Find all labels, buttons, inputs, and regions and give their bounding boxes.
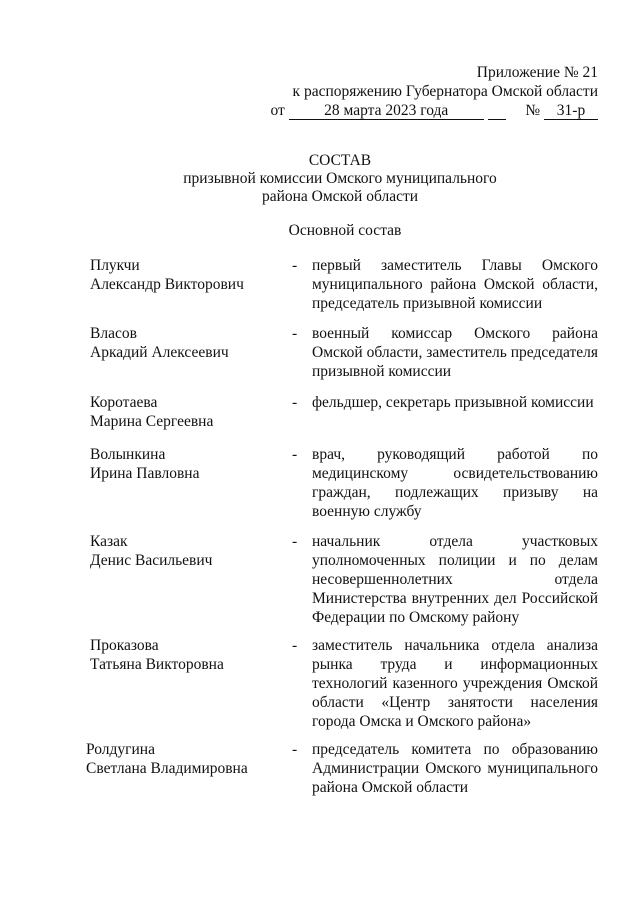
dash-separator: -	[292, 394, 298, 411]
order-reference: к распоряжению Губернатора Омской области	[292, 83, 598, 100]
member-role: начальник отдела участковых уполномоченных полиции и по делам несовершеннолетних отдела Министерства внутренних дел Российской Федерации по Омскому району	[312, 533, 598, 626]
member-role: заместитель начальника отдела анализа рынка труда и информационных технологий казенного учреждения Омской области «Центр занятости населения города Омска и Омского района»	[312, 637, 598, 730]
member-role: врач, руководящий работой по медицинскому освидетельствованию граждан, подлежащих призыву на военную службу	[312, 446, 598, 520]
member-role: военный комиссар Омского района Омской области, заместитель председателя призывной комиссии	[312, 325, 598, 380]
member-given-name: Ирина Павловна	[90, 465, 200, 482]
appendix-number: Приложение № 21	[476, 64, 598, 81]
dash-separator: -	[292, 533, 298, 550]
member-surname: Волынкина	[90, 446, 166, 463]
member-surname: Казак	[90, 533, 128, 550]
dash-separator: -	[292, 637, 298, 654]
dash-separator: -	[292, 446, 298, 463]
member-surname: Коротаева	[90, 394, 158, 411]
dash-separator: -	[292, 257, 298, 274]
title-line-2: района Омской области	[261, 188, 419, 205]
document-title: СОСТАВ	[308, 152, 372, 169]
member-role: фельдшер, секретарь призывной комиссии	[312, 394, 594, 411]
member-surname: Власов	[90, 325, 137, 342]
section-heading: Основной состав	[288, 222, 402, 239]
member-surname: Плукчи	[90, 257, 140, 274]
title-line-1: призывной комиссии Омского муниципального	[183, 170, 497, 187]
order-number: 31-р	[544, 103, 598, 120]
member-given-name: Татьяна Викторовна	[90, 656, 224, 673]
number-label: №	[525, 102, 541, 119]
date-underline-blank	[488, 103, 506, 120]
dash-separator: -	[292, 741, 298, 758]
member-given-name: Денис Васильевич	[90, 552, 213, 569]
from-label: от	[270, 102, 285, 119]
order-date-line	[271, 101, 599, 121]
member-given-name: Александр Викторович	[90, 276, 244, 293]
dash-separator: -	[292, 325, 298, 342]
member-surname: Ролдугина	[86, 741, 155, 758]
member-given-name: Марина Сергеевна	[90, 413, 214, 430]
member-surname: Проказова	[90, 637, 159, 654]
member-role: председатель комитета по образованию Администрации Омского муниципального района Омской области	[312, 741, 598, 796]
member-given-name: Аркадий Алексеевич	[90, 344, 229, 361]
order-date: 28 марта 2023 года	[289, 103, 484, 120]
member-given-name: Светлана Владимировна	[86, 760, 248, 777]
member-role: первый заместитель Главы Омского муниципального района Омской области, председатель призывной комиссии	[312, 257, 598, 312]
